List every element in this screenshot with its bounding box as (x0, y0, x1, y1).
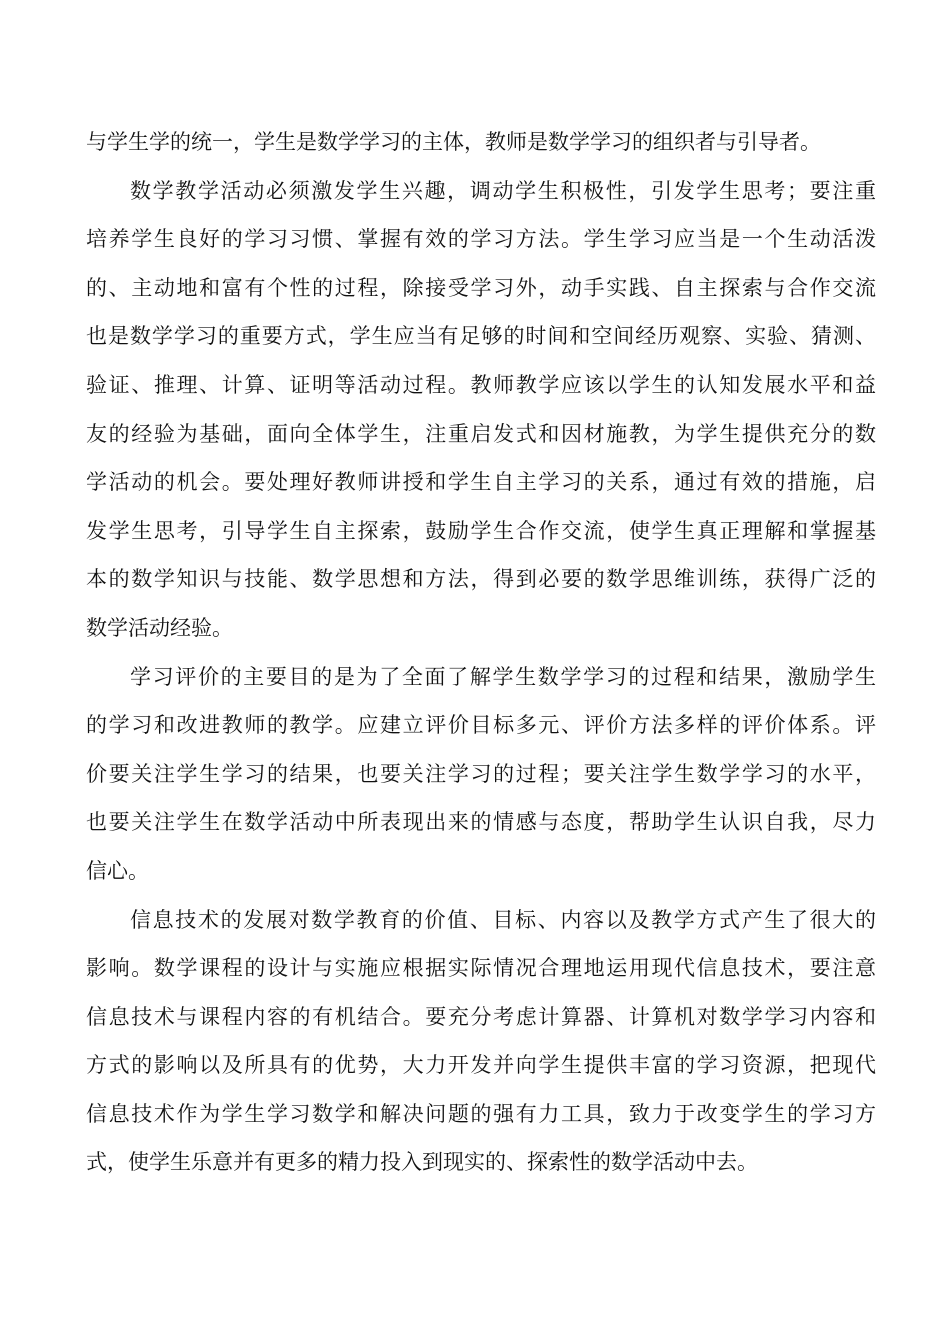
text-line: 友的经验为基础，面向全体学生，注重启发式和因材施教，为学生提供充分的数 (86, 421, 876, 446)
text-line: 学活动的机会。要处理好教师讲授和学生自主学习的关系，通过有效的措施，启 (86, 470, 876, 495)
text-line: 信心。 (86, 858, 149, 883)
text-line: 方式的影响以及所具有的优势，大力开发并向学生提供丰富的学习资源，把现代 (86, 1053, 876, 1078)
text-line: 价要关注学生学习的结果，也要关注学习的过程；要关注学生数学学习的水平， (86, 761, 876, 786)
text-line: 也要关注学生在数学活动中所表现出来的情感与态度，帮助学生认识自我，尽力 (86, 810, 876, 835)
text-line: 培养学生良好的学习习惯、掌握有效的学习方法。学生学习应当是一个生动活泼 (86, 227, 876, 252)
text-line: 学习评价的主要目的是为了全面了解学生数学学习的过程和结果，激励学生 (130, 664, 876, 689)
text-line: 与学生学的统一，学生是数学学习的主体，教师是数学学习的组织者与引导者。 (86, 130, 821, 154)
text-line: 信息技术与课程内容的有机结合。要充分考虑计算器、计算机对数学学习内容和 (86, 1004, 876, 1029)
text-line: 数学活动经验。 (86, 615, 233, 640)
text-line: 本的数学知识与技能、数学思想和方法，得到必要的数学思维训练，获得广泛的 (86, 567, 876, 592)
paragraph (86, 653, 876, 896)
text-line: 的学习和改进教师的教学。应建立评价目标多元、评价方法多样的评价体系。评 (86, 713, 876, 738)
text-line: 也是数学学习的重要方式，学生应当有足够的时间和空间经历观察、实验、猜测、 (86, 324, 876, 349)
text-line: 式，使学生乐意并有更多的精力投入到现实的、探索性的数学活动中去。 (86, 1150, 758, 1175)
text-line: 影响。数学课程的设计与实施应根据实际情况合理地运用现代信息技术，要注意 (86, 956, 876, 981)
text-line: 信息技术的发展对数学教育的价值、目标、内容以及教学方式产生了很大的 (130, 907, 876, 932)
text-line: 验证、推理、计算、证明等活动过程。教师教学应该以学生的认知发展水平和益 (86, 372, 876, 397)
text-line: 数学教学活动必须激发学生兴趣，调动学生积极性，引发学生思考；要注重 (130, 178, 876, 203)
paragraph (86, 118, 876, 167)
paragraph (86, 167, 876, 653)
text-line: 发学生思考，引导学生自主探索，鼓励学生合作交流，使学生真正理解和掌握基 (86, 518, 876, 543)
text-line: 的、主动地和富有个性的过程，除接受学习外，动手实践、自主探索与合作交流 (86, 275, 876, 300)
paragraph (86, 896, 876, 1188)
text-line: 信息技术作为学生学习数学和解决问题的强有力工具，致力于改变学生的学习方 (86, 1101, 876, 1126)
document-body (86, 118, 876, 1187)
